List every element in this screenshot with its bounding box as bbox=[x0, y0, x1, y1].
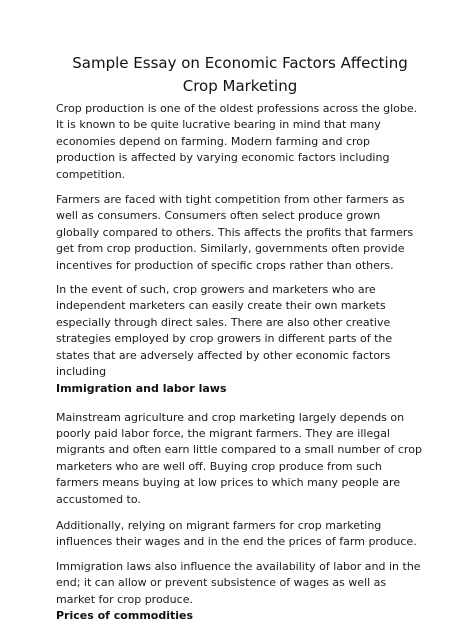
paragraph: Crop production is one of the oldest professions across the globe. It is known to be quite lucrative bearing in mind that many economies depend on farming. Modern farming and crop production is affected by varying economic factors including competition. bbox=[56, 102, 418, 181]
paragraph: In the event of such, crop growers and marketers who are independent marketers can easily create their own markets especially through direct sales. There are also other creative strategies employed by crop growers in different parts of the states that are adversely affected by other economic factors including bbox=[56, 283, 393, 379]
page-title: Sample Essay on Economic Factors Affecting Crop Marketing bbox=[72, 54, 408, 95]
section-heading-immigration: Immigration and labor laws bbox=[56, 381, 227, 395]
paragraph: Farmers are faced with tight competition from other farmers as well as consumers. Consumers often select produce grown globally compared to others. This affects the profits that farmers get from crop production. Similarly, governments often provide incentives for production of specific crops rather than others. bbox=[56, 193, 414, 272]
paragraph: Mainstream agriculture and crop marketing largely depends on poorly paid labor force, the migrant farmers. They are illegal migrants and often earn little compared to a small number of crop marketers who are well off. Buying crop produce from such farmers means buying at low prices to which many people are accustomed to. bbox=[56, 410, 422, 506]
section-heading-prices: Prices of commodities bbox=[56, 608, 194, 622]
paragraph: Immigration laws also influence the availability of labor and in the end; it can allow or prevent subsistence of wages as well as market for crop produce. bbox=[56, 559, 421, 606]
paragraph: Additionally, relying on migrant farmers for crop marketing influences their wages and in the end the prices of farm produce. bbox=[56, 518, 417, 549]
